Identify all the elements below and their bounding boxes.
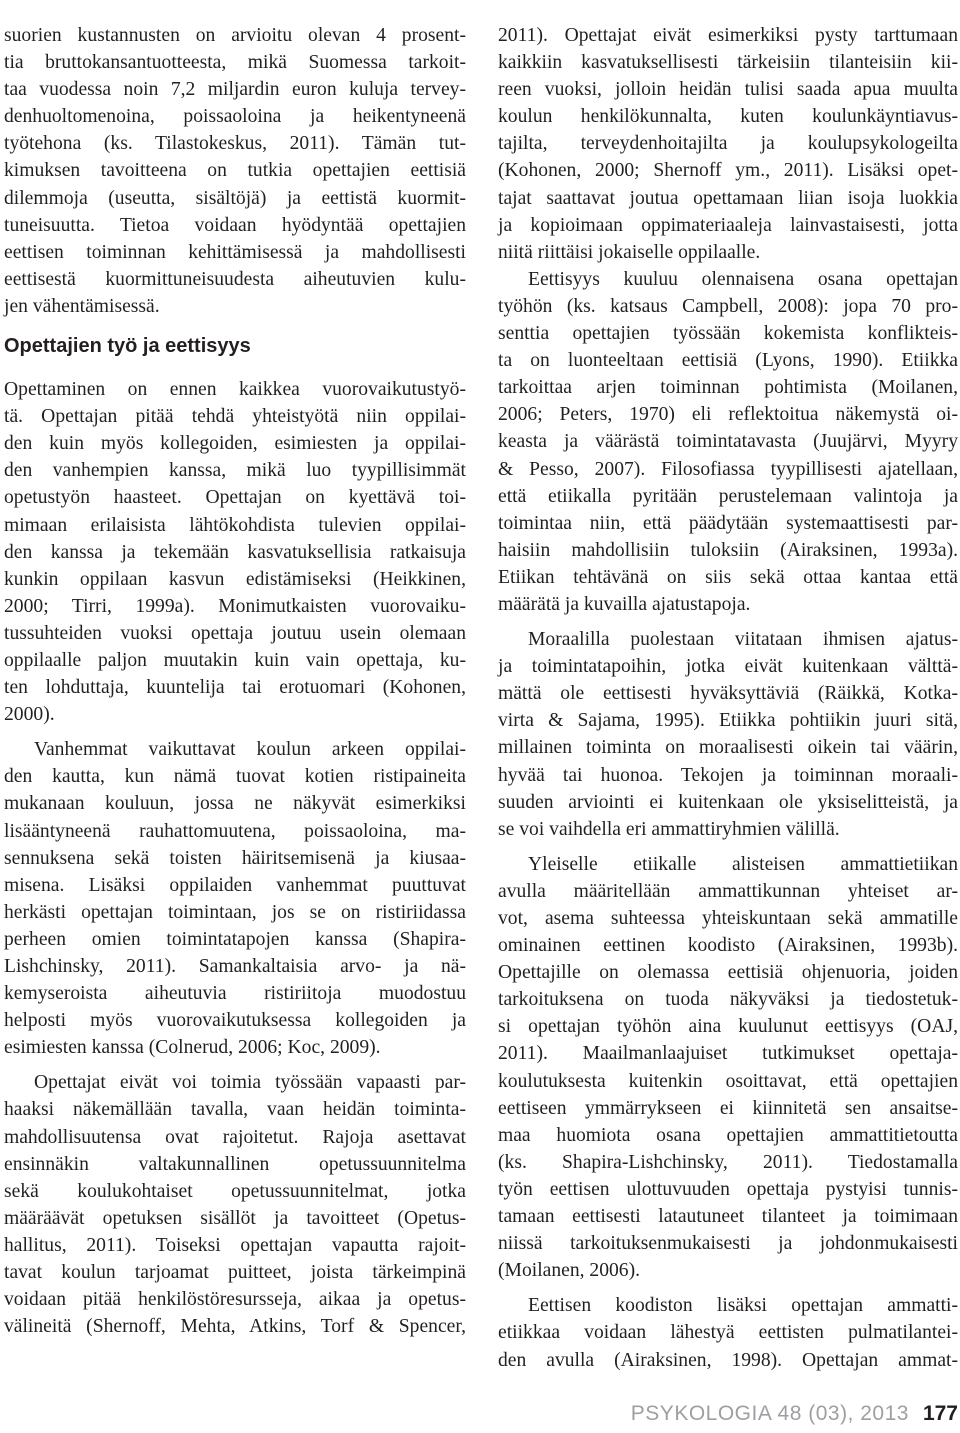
text-line: perheen omien toimintatapojen kanssa (Shapira- — [4, 928, 466, 950]
text-line: haaksi näkemällään tavalla, vaan heidän toiminta- — [4, 1099, 466, 1121]
text-line: maa huomiota osana opettajien ammattitietoutta — [498, 1124, 958, 1146]
text-line: etiikkaa voidaan lähestyä eettisten pulmatilantei- — [498, 1322, 958, 1344]
text-line: den kuin myös kollegoiden, esimiesten ja oppilai- — [4, 433, 466, 455]
text-line: esimiesten kanssa (Colnerud, 2006; Koc, 2009). — [4, 1037, 381, 1059]
text-line: suuden arviointi ei kuitenkaan ole yksiselitteistä, ja — [498, 791, 958, 813]
text-line: Eettisen koodiston lisäksi opettajan ammatti- — [528, 1295, 958, 1317]
paragraph — [498, 626, 958, 843]
text-line: kaikkiin kasvatuksellisesti tärkeisiin tilanteisiin kii- — [498, 52, 958, 74]
paragraph — [498, 266, 958, 618]
text-line: mukanaan kouluun, jossa ne näkyvät esimerkiksi — [4, 793, 466, 815]
text-line: työn eettisen ulottuvuuden opettaja pystyisi tunnis- — [498, 1178, 958, 1200]
text-line: että etiikalla pyritään perustelemaan valintoja ja — [498, 485, 958, 507]
text-line: 2000; Tirri, 1999a). Monimutkaisten vuorovaiku- — [4, 595, 466, 617]
text-line: opetustyön haasteet. Opettajan on kyettävä toi- — [4, 487, 466, 509]
text-line: reen vuoksi, jolloin heidän tulisi saada apua muulta — [498, 79, 958, 101]
text-line: mahdollisuutensa ovat rajoitetut. Rajoja asettavat — [4, 1126, 466, 1148]
page-number: 177 — [922, 1402, 958, 1425]
text-line: mimaan erilaisista lähtökohdista tulevien oppilai- — [4, 514, 466, 536]
text-line: ten lohduttaja, kuuntelija tai erotuomari (Kohonen, — [4, 677, 466, 699]
text-line: tarkoituksena on tuoda näkyväksi ja tiedostetuk- — [498, 989, 958, 1011]
text-line: keasta ja väärästä toimintatavasta (Juujärvi, Myyry — [498, 431, 958, 453]
text-line: Lishchinsky, 2011). Samankaltaisia arvo- ja nä- — [4, 956, 466, 977]
text-line: tuneisuutta. Tietoa voidaan hyödyntää opettajien — [4, 214, 466, 236]
text-line: jen vähentämisessä. — [4, 295, 160, 317]
text-line: kemyseroista aiheutuvia ristiriitoja muodostuu — [4, 983, 466, 1005]
text-line: dilemmoja (useutta, sisältöjä) ja eettistä kuormit- — [4, 187, 466, 209]
text-line: helposti myös vuorovaikutuksessa kollegoiden ja — [4, 1010, 466, 1032]
text-line: niitä riittäisi jokaiselle oppilaalle. — [498, 241, 761, 263]
text-line: taa vuodessa noin 7,2 miljardin euron kuluja tervey- — [4, 79, 466, 101]
paragraph — [4, 1069, 466, 1340]
left-column — [4, 22, 466, 1340]
text-line: työtehona (ks. Tilastokeskus, 2011). Tämän tut- — [4, 133, 466, 155]
paragraph — [4, 22, 466, 320]
text-line: tarkoittaa arjen toiminnan pohtimista (Moilanen, — [498, 377, 958, 399]
section-heading: Opettajien työ ja eettisyys — [4, 335, 251, 358]
text-line: si opettajan työhön aina kuulunut eettisyys (OAJ, — [498, 1016, 958, 1038]
text-line: den kautta, kun nämä tuovat kotien ristipaineita — [4, 766, 466, 788]
text-line: denhuoltomenoina, poissaoloina ja heikentyneenä — [4, 106, 466, 128]
right-column — [498, 22, 958, 1374]
text-line: ominainen eettinen koodisto (Airaksinen, 1993b). — [498, 935, 958, 957]
text-line: ensinnäkin valtakunnallinen opetussuunnitelma — [4, 1153, 466, 1175]
text-line: herkästi opettajan toimintaan, jos se on ristiriidassa — [4, 901, 466, 923]
paragraph — [498, 1292, 958, 1373]
text-line: suorien kustannusten on arvioitu olevan 4 prosent- — [4, 25, 466, 46]
paragraph — [498, 851, 958, 1285]
text-line: Opettajat eivät voi toimia työssään vapaasti par- — [34, 1072, 466, 1094]
text-line: eettiseen ymmärrykseen ei kiinnitetä sen ansaitse- — [498, 1097, 958, 1119]
text-line: tajilta, terveydenhoitajilta ja koulupsykologeilta — [498, 133, 958, 155]
text-line: oppilaalle paljon muutakin kuin vain opettaja, ku- — [4, 649, 466, 671]
text-line: mättä ole eettisesti hyväksyttäviä (Räikkä, Kotka- — [498, 683, 958, 705]
text-line: toimintaa niin, että päädytään systemaattisesti par- — [498, 512, 958, 534]
text-line: Yleiselle etiikalle alisteisen ammattietiikan — [528, 853, 958, 875]
text-line: koulutuksesta kuitenkin osoittavat, että opettajien — [498, 1070, 958, 1092]
text-line: tia bruttokansantuotteesta, mikä Suomessa tarkoit- — [4, 52, 466, 74]
text-line: tä. Opettajan pitää tehdä yhteistyötä niin oppilai- — [4, 406, 466, 428]
text-line: eettisestä kuormittuneisuudesta aiheutuvien kulu- — [4, 268, 466, 290]
text-line: tamaan eettisesti latautuneet tilanteet ja toimimaan — [498, 1206, 958, 1228]
text-line: eettisen toiminnan kehittämisessä ja mahdollisesti — [4, 241, 466, 263]
text-line: lisääntyneenä rauhattomuutena, poissaoloina, ma- — [4, 820, 466, 842]
text-line: työhön (ks. katsaus Campbell, 2008): jopa 70 pro- — [498, 295, 958, 317]
text-line: millainen toiminta on moraalisesti oikein tai väärin, — [498, 737, 958, 759]
text-line: Eettisyys kuuluu olennaisena osana opettajan — [528, 268, 958, 290]
text-line: den avulla (Airaksinen, 1998). Opettajan ammat- — [498, 1349, 958, 1371]
text-line: tajat saattavat joutua opettamaan liian isoja luokkia — [498, 187, 958, 209]
text-line: sekä koulukohtaiset opetussuunnitelmat, jotka — [4, 1180, 466, 1202]
text-line: 2011). Opettajat eivät esimerkiksi pysty tarttumaan — [498, 25, 958, 46]
text-line: Moraalilla puolestaan viitataan ihmisen ajatus- — [528, 629, 958, 651]
text-line: määräävät opetuksen sisällöt ja tavoitteet (Opetus- — [4, 1207, 466, 1229]
text-line: tavat koulun tarjoamat puitteet, joista tärkeimpinä — [4, 1262, 466, 1284]
text-line: vot, asema suhteessa yhteiskuntaan sekä ammatille — [498, 908, 958, 929]
text-line: den vanhempien kanssa, mikä luo tyypillisimmät — [4, 460, 466, 482]
text-line: den kanssa ja tekemään kasvatuksellisia ratkaisuja — [4, 541, 466, 563]
text-line: 2006; Peters, 1970) eli reflektoitua näkemystä oi- — [498, 404, 958, 426]
text-line: & Pesso, 2007). Filosofiassa tyypillisesti ajatellaan, — [498, 458, 958, 480]
text-line: se voi vaihdella eri ammattiryhmien välillä. — [498, 818, 840, 840]
text-line: 2011). Maailmanlaajuiset tutkimukset opettaja- — [498, 1043, 958, 1065]
text-line: 2000). — [4, 704, 55, 726]
text-line: Opettaminen on ennen kaikkea vuorovaikutustyö- — [4, 379, 466, 401]
text-line: määrätä ja kuvailla ajatustapoja. — [498, 593, 751, 615]
text-line: tussuhteiden vuoksi opettaja joutuu usein olemaan — [4, 622, 466, 644]
text-line: voidaan pitää henkilöstöresursseja, aikaa ja opetus- — [4, 1289, 466, 1311]
text-line: misena. Lisäksi oppilaiden vanhemmat puuttuvat — [4, 874, 466, 896]
text-line: haisiin mahdollisiin tuloksiin (Airaksinen, 1993a). — [498, 539, 958, 561]
text-line: Vanhemmat vaikuttavat koulun arkeen oppilai- — [34, 739, 466, 761]
text-line: ja kopioimaan oppimateriaaleja lainvastaisesti, jotta — [498, 214, 958, 236]
text-line: koulun henkilökunnalta, kuten koulunkäyntiavus- — [498, 106, 958, 128]
text-line: hyvää tai huonoa. Tekojen ja toiminnan moraali- — [498, 764, 958, 786]
text-line: virta & Sajama, 1995). Etiikka pohtiikin juuri sitä, — [498, 710, 958, 732]
text-line: ta on luonteeltaan eettisiä (Lyons, 1990). Etiikka — [498, 350, 958, 372]
text-line: (Moilanen, 2006). — [498, 1260, 641, 1282]
paragraph — [4, 376, 466, 728]
text-line: kunkin oppilaan kasvun edistämiseksi (Heikkinen, — [4, 568, 466, 590]
paragraph — [498, 22, 958, 266]
text-line: senttia opettajien työssään kokemista konflikteis- — [498, 323, 958, 345]
text-line: sennuksena sekä toisten häiritsemisenä ja kiusaa- — [4, 847, 466, 869]
paragraph — [4, 736, 466, 1061]
text-line: hallitus, 2011). Toiseksi opettajan vapautta rajoit- — [4, 1234, 466, 1256]
text-line: Etiikan tehtävänä on siis sekä ottaa kantaa että — [498, 566, 958, 588]
page-footer — [620, 1402, 958, 1432]
text-line: niissä tarkoituksenmukaisesti ja johdonmukaisesti — [498, 1233, 958, 1255]
text-line: välineitä (Shernoff, Mehta, Atkins, Torf & Spencer, — [4, 1316, 466, 1338]
text-line: (Kohonen, 2000; Shernoff ym., 2011). Lisäksi opet- — [498, 160, 958, 182]
text-line: Opettajille on olemassa eettisiä ohjenuoria, joiden — [498, 962, 958, 984]
text-line: (ks. Shapira-Lishchinsky, 2011). Tiedostamalla — [498, 1151, 958, 1173]
text-line: kimuksen tavoitteena on tutkia opettajien eettisiä — [4, 160, 466, 182]
text-line: avulla määritellään ammattikunnan yhteiset ar- — [498, 880, 958, 902]
text-line: ja toimintatapoihin, jotka eivät kuitenkaan välttä- — [498, 656, 958, 678]
journal-citation: PSYKOLOGIA 48 (03), 2013 — [630, 1402, 909, 1425]
